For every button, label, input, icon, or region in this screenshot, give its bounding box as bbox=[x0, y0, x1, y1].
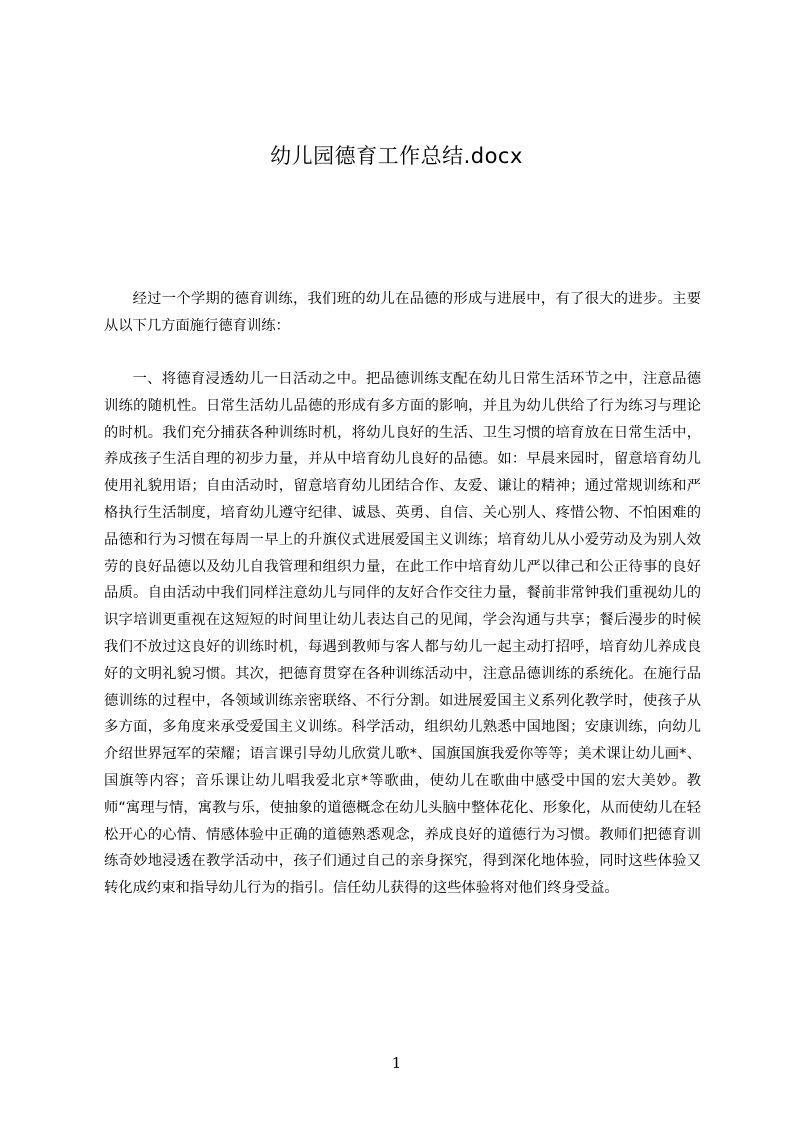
body-paragraph: 一、将德育浸透幼儿一日活动之中。把品德训练支配在幼儿日常生活环节之中，注意品德训练的随机性。日常生活幼儿品德的形成有多方面的影响，并且为幼儿供给了行为练习与理论的时机。我们充分捕获各种训练时机，将幼儿良好的生活、卫生习惯的培育放在日常生活中，养成孩子生活自理的初步力量，并从中培育幼儿良好的品德。如：早晨来园时，留意培育幼儿使用礼貌用语；自由活动时，留意培育幼儿团结合作、友爱、谦让的精神；通过常规训练和严格执行生活制度，培育幼儿遵守纪律、诚恳、英勇、自信、关心别人、疼惜公物、不怕困难的品德和行为习惯在每周一早上的升旗仪式进展爱国主义训练；培育幼儿从小爱劳动及为别人效劳的良好品德以及幼儿自我管理和组织力量，在此工作中培育幼儿严以律己和公正待事的良好品质。自由活动中我们同样注意幼儿与同伴的友好合作交往力量，餐前非常钟我们重视幼儿的识字培训更重视在这短短的时间里让幼儿表达自己的见闻，学会沟通与共享；餐后漫步的时候我们不放过这良好的训练时机，每遇到教师与客人都与幼儿一起主动打招呼，培育幼儿养成良好的文明礼貌习惯。其次，把德育贯穿在各种训练活动中，注意品德训练的系统化。在施行品德训练的过程中，各领域训练亲密联络、不行分割。如进展爱国主义系列化教学时，使孩子从多方面，多角度来承受爱国主义训练。科学活动，组织幼儿熟悉中国地图；安康训练，向幼儿介绍世界冠军的荣耀；语言课引导幼儿欣赏儿歌*、国旗国旗我爱你等等；美术课让幼儿画*、国旗等内容；音乐课让幼儿唱我爱北京*等歌曲，使幼儿在歌曲中感受中国的宏大美妙。教师“寓理与情，寓教与乐，使抽象的道德概念在幼儿头脑中整体花化、形象化，从而使幼儿在轻松开心的心情、情感体验中正确的道德熟悉观念，养成良好的道德行为习惯。教师们把德育训练奇妙地浸透在教学活动中，孩子们通过自己的亲身探究，得到深化地体验，同时这些体验又转化成约束和指导幼儿行为的指引。信任幼儿获得的这些体验将对他们终身受益。 bbox=[104, 371, 701, 897]
intro-paragraph: 经过一个学期的德育训练，我们班的幼儿在品德的形成与进展中，有了很大的进步。主要从以下几方面施行德育训练： bbox=[104, 291, 701, 334]
document-title: 幼儿园德育工作总结.docx bbox=[270, 144, 523, 168]
page-number: 1 bbox=[391, 1054, 402, 1072]
